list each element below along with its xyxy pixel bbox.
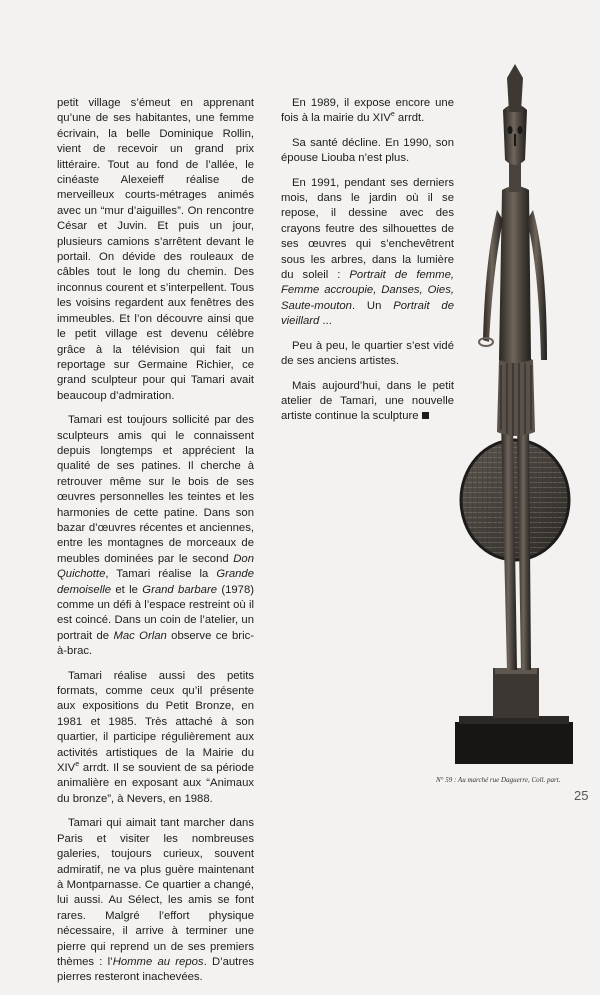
figure-caption: N° 59 : Au marché rue Daguerre, Coll. part. [436,776,561,784]
paragraph: Sa santé décline. En 1990, son épouse Liouba n’est plus. [281,136,454,165]
sculpture-photo [455,60,595,770]
page-number: 25 [574,788,589,803]
left-text-column [57,96,254,995]
pedestal [455,722,573,764]
end-mark-icon [422,412,429,419]
paragraph: petit village s’émeut en apprenant qu’une de ses habitantes, une femme écrivain, la belle Dominique Rollin, vient de recevoir un grand prix littéraire. Tout au fond de l’allée, le cinéaste Alexeieff réalise de merveilleux courts-métrages animés avec un “mur d’aiguilles”. On rencontre César et Juvin. Et puis un jour, plusieurs camions s’arrêtent devant le portail. On dévide des rouleaux de câbles tout le long du chemin. Des inconnus courent et s’interpellent. Tous les voisins regardent aux fenêtres des immeubles. Et l’on découvre ainsi que le petit village est devenu célèbre grâce à la télévision qui fait un reportage sur Germaine Richier, ce grand sculpteur pour qui Tamari avait beaucoup d’admiration. [57,97,254,402]
right-text-column [281,96,454,434]
paragraph: En 1991, pendant ses derniers mois, dans le jardin où il se repose, il dessine avec des crayons feutre des silhouettes de ses œuvres qui s’enchevêtrent sous les arbres, dans la lumière du soleil : Portrait de femme, Femme accroupie, Danses, Oies, Saute-mouton. Un Portrait de vieillard ... [281,176,455,328]
paragraph: En 1989, il expose encore une fois à la mairie du XIVe arrdt. [281,97,454,125]
paragraph: Tamari qui aimait tant marcher dans Paris et visiter les nombreuses galeries, toujours curieux, souvent admiratif, ne va plus guère maintenant à Montparnasse. Ce quartier a changé, lui aussi. Au Sélect, les amis se font rares. Malgré l’effort physique nécessaire, il arrive à terminer une pierre qui reprend un de ses premiers thèmes : l’Homme au repos. D’autres pierres resteront inachevées. [57,817,255,984]
torso [499,186,531,363]
paragraph: Mais aujourd’hui, dans le petit atelier de Tamari, une nouvelle artiste continue la sculpture [281,379,454,423]
paragraph: Tamari réalise aussi des petits formats, comme ceux qu’il présente aux expositions du Petit Bronze, en 1981 et 1985. Très attaché à son quartier, il participe régulièrement aux activités artistiques de la Mairie du XIVe arrdt. Il se souvient de sa période animalière en exposant aux “Animaux du bronze”, à Nevers, en 1988. [57,669,254,805]
paragraph: Peu à peu, le quartier s’est vidé de ses anciens artistes. [281,339,454,368]
base-block [493,668,539,718]
paragraph: Tamari est toujours sollicité par des sculpteurs amis qui le connaissent depuis longtemps et apprécient la qualité de ses patines. Il cherche à retrouver même sur le bois de ses œuvres personnelles les teintes et les harmonies de cette patine. Dans son bazar d’œuvres récentes et anciennes, entre les montagnes de morceaux de meubles dominées par le second Don Quichotte, Tamari réalise la Grande demoiselle et le Grand barbare (1978) comme un défi à l’espace restreint où il est coincé. Dans un coin de l’atelier, un portrait de Mac Orlan observe ce bric-à-brac. [57,414,254,658]
